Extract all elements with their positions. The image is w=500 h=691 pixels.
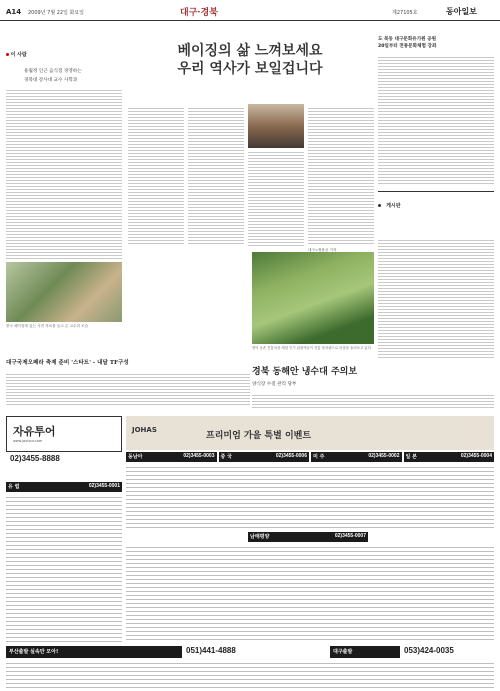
event-title: 프리미엄 가을 특별 이벤트 <box>206 431 312 441</box>
board-listing <box>378 238 494 358</box>
issue-number: 제27105호 <box>392 10 418 16</box>
event-logo: JOHAS <box>132 426 157 434</box>
busan-phone: 051)441-4888 <box>186 646 236 655</box>
bullet-icon <box>378 204 381 207</box>
ad-section <box>0 410 500 691</box>
feature-photo <box>6 262 122 322</box>
warning-headline: 경북 동해안 냉수대 주의보 <box>252 367 358 377</box>
right-notice-column <box>378 24 494 234</box>
daegu-phone: 053)424-0035 <box>404 646 454 655</box>
feature-subhead-2: 경북대 강사대 교수 사학과 <box>24 78 78 83</box>
page-number: A14 <box>6 8 22 16</box>
festival-photo <box>252 252 374 344</box>
portrait-photo <box>248 104 304 148</box>
ad-brand-url: www.jautour.com <box>13 439 43 443</box>
region-banner: 중 국 02)3455-0006 <box>220 453 307 460</box>
festival-photo-caption: 영덕 농촌 전통마을 체험 인기 관광객들이 전통 옷차림으로 마을을 둘러보고 있다 <box>252 346 371 350</box>
pacific-banner: 남태평양 02)3455-0007 <box>250 533 366 540</box>
feature-body-col-4 <box>308 106 374 246</box>
region-banner: 미 주 02)3455-0002 <box>313 453 400 460</box>
feature-body-col-2 <box>188 106 244 246</box>
feature-body-text <box>6 88 122 260</box>
feature-body-col-1 <box>128 106 184 246</box>
notice-title-2: 20일부터 전통문화체험 강좌 <box>378 44 437 49</box>
feature-kicker: 이 사람 <box>6 51 122 58</box>
busan-banner: 부산출발 실속만 모아! <box>6 646 182 658</box>
feature-photo-caption: 중국 베이징에 있는 사진 자료를 들고 온 교수의 모습 <box>6 324 89 328</box>
region-banner: 동남아 02)3455-0003 <box>128 453 215 460</box>
ad-brand-name: 자유투어 <box>13 425 56 438</box>
bullet-icon <box>6 53 9 56</box>
bottom-news-headline: 대구국제오페라 축제 준비 '스타트' - 내달 TF구성 <box>6 360 129 366</box>
tour-listings-bottom <box>6 660 494 688</box>
event-banner <box>126 416 494 450</box>
warning-subhead: 양식장 수질 관리 당부 <box>252 382 297 387</box>
section-title: 대구·경북 <box>180 8 218 18</box>
bottom-news <box>6 356 250 406</box>
daegu-banner: 대구출발 <box>330 646 400 658</box>
region-banner: 일 본 02)3455-0004 <box>405 453 492 460</box>
quote-line-2: 우리 역사가 보일겁니다 <box>177 61 323 77</box>
bottom-news-body <box>6 372 250 406</box>
quote-line-1: 베이징의 삶 느껴보세요 <box>177 43 323 59</box>
ad-brand-box <box>6 416 122 452</box>
europe-listings <box>6 494 122 642</box>
region-banner-row <box>126 452 494 462</box>
newspaper-brand: 동아일보 <box>446 6 477 16</box>
masthead-rule <box>0 20 500 21</box>
people-box-title: 게시판 <box>386 203 401 209</box>
tour-listings-mid <box>126 544 494 642</box>
feature-left-column <box>6 24 122 354</box>
feature-quote <box>126 30 374 102</box>
notice-title-1: 도 북동 대구문화유가원 공원 <box>378 37 437 42</box>
europe-banner: 유 럽 02)3455-0001 <box>8 483 120 490</box>
tour-listings-top <box>126 464 494 530</box>
feature-byline: 대구=정용균 기자 <box>308 248 337 252</box>
people-box <box>378 191 494 211</box>
notice-body-text <box>378 55 494 185</box>
ad-brand-phone: 02)3455-8888 <box>10 454 60 463</box>
feature-subhead-1: 용월정 인근 음식점 경영하는 <box>24 69 82 74</box>
feature-body-col-3 <box>248 150 304 246</box>
masthead <box>0 0 500 22</box>
date: 2009년 7월 22일 화요일 <box>28 10 85 16</box>
